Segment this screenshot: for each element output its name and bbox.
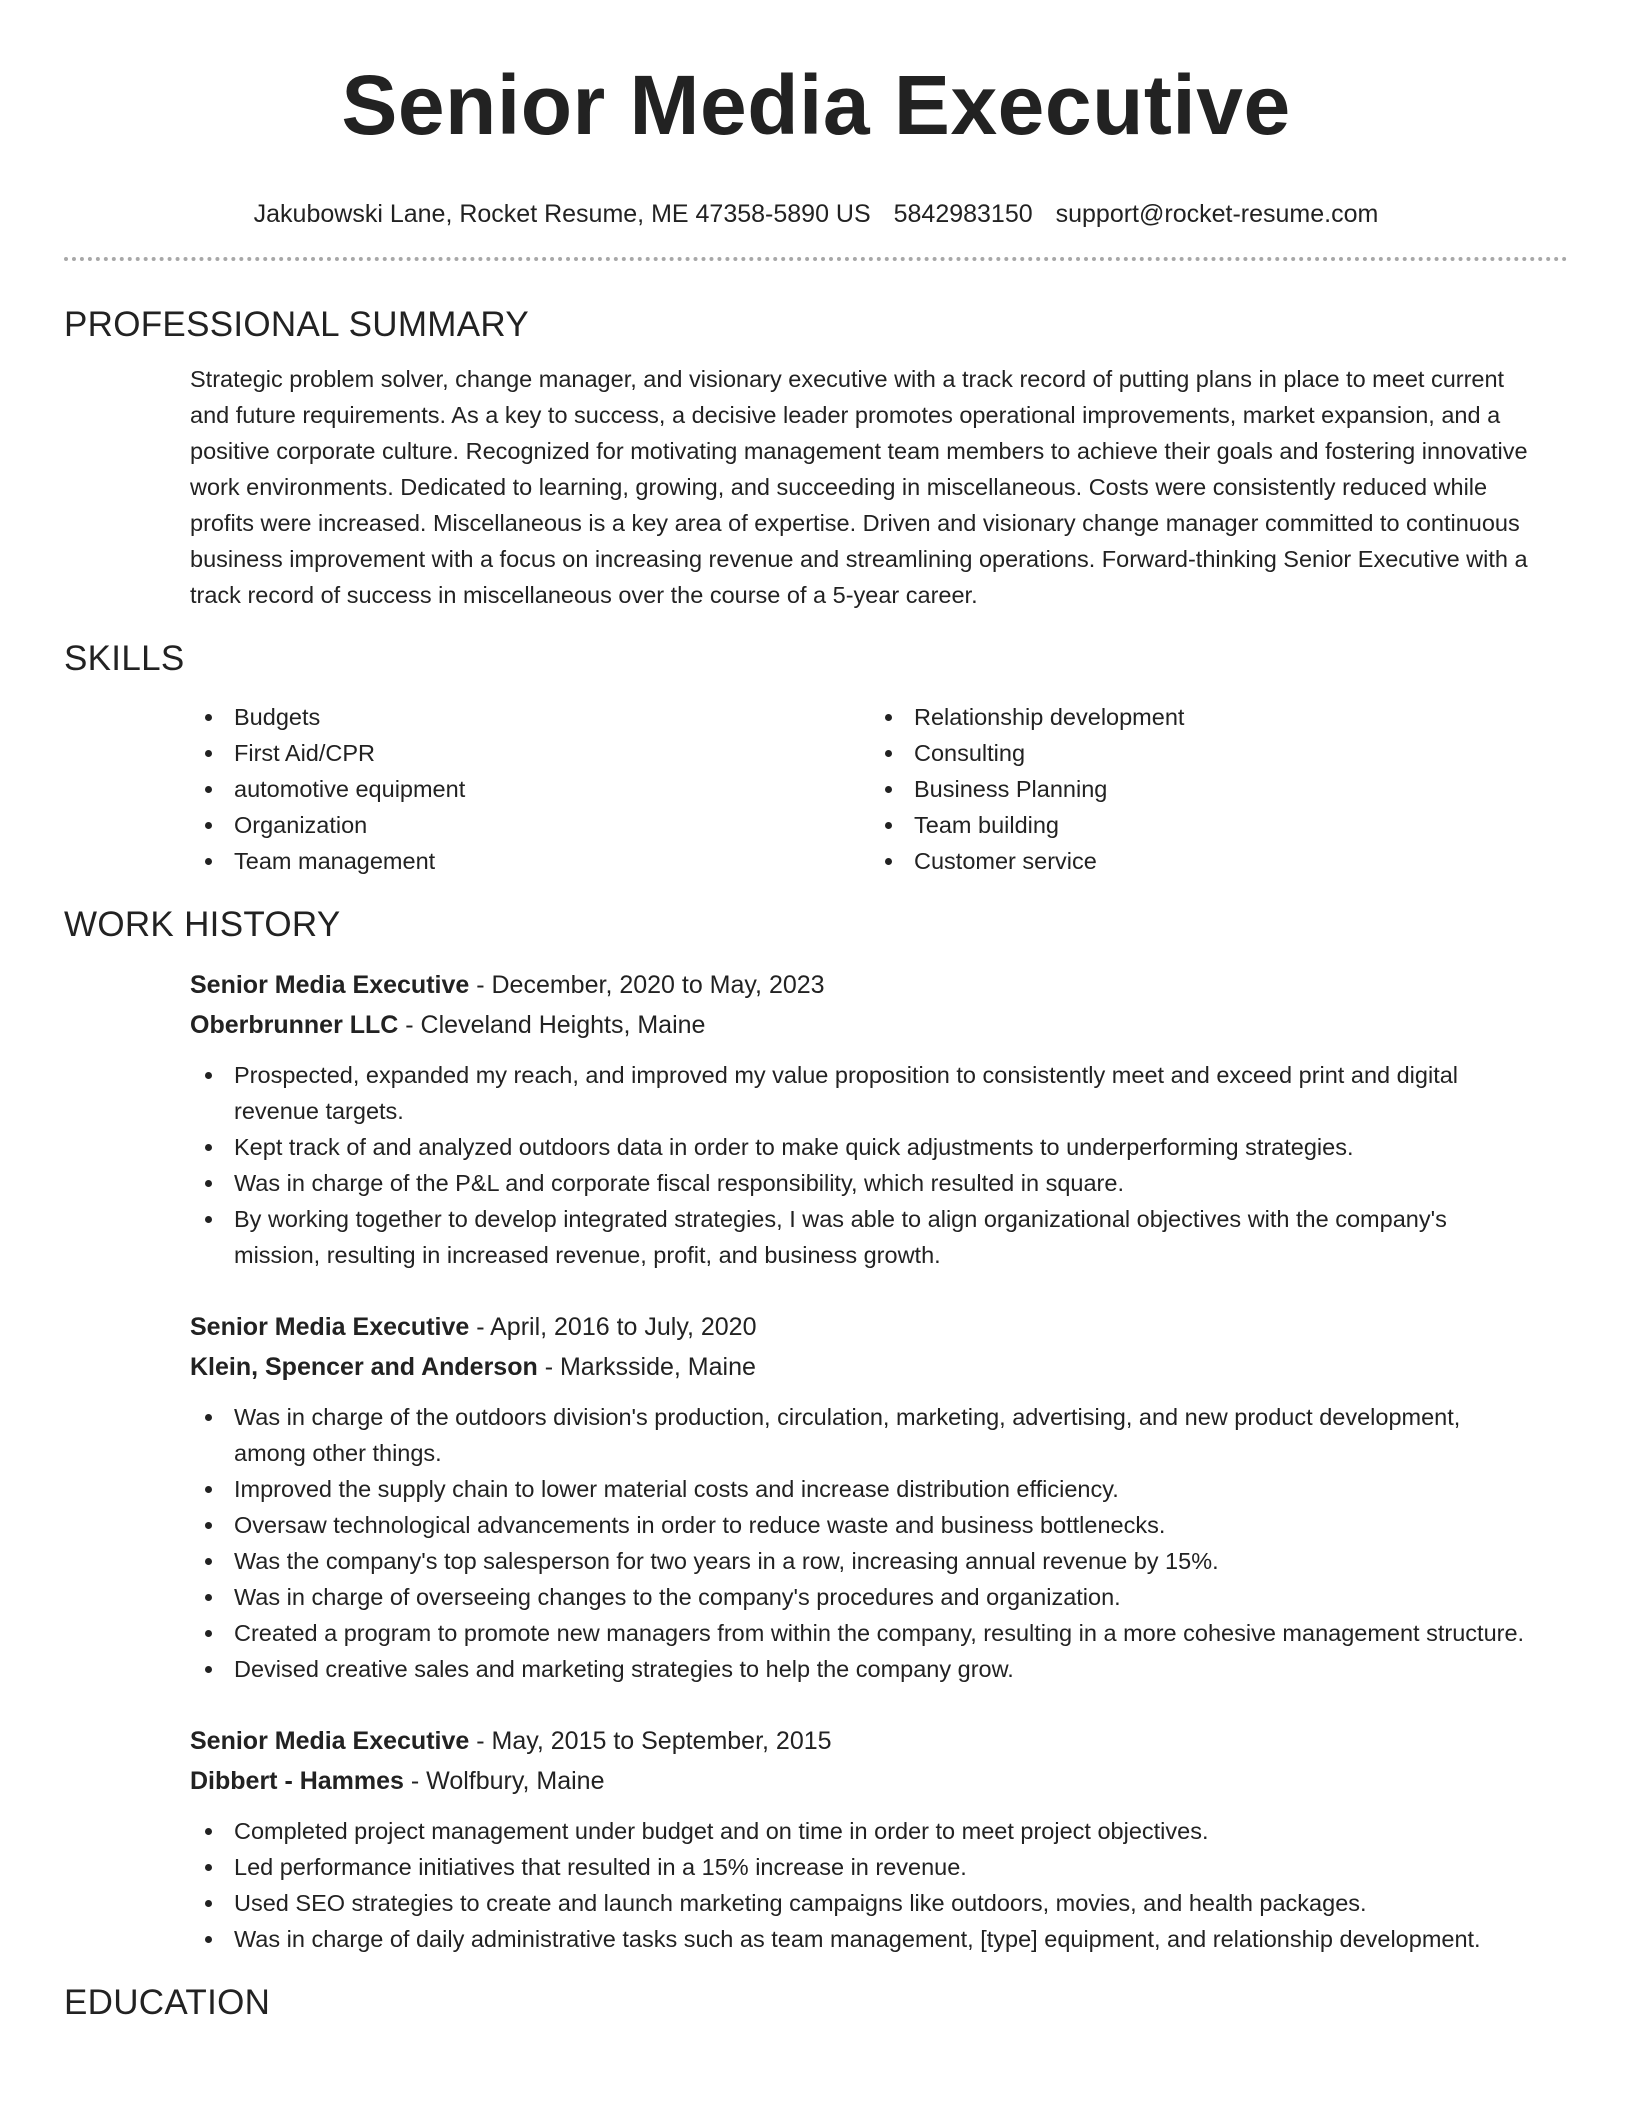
skills-list: [190, 699, 1568, 879]
job-dates: - April, 2016 to July, 2020: [469, 1313, 757, 1341]
job-entry: [190, 965, 1568, 1273]
job-dates: - December, 2020 to May, 2023: [469, 971, 825, 999]
contact-email: support@rocket-resume.com: [1055, 200, 1379, 228]
skill-item: Consulting: [870, 735, 1550, 771]
skill-item: Customer service: [870, 843, 1550, 879]
job-title: Senior Media Executive: [190, 971, 470, 999]
skill-item: Team building: [870, 807, 1550, 843]
job-bullet: By working together to develop integrated strategies, I was able to align organizational objectives with the company's mission, resulting in increased revenue, profit, and business growth.: [190, 1201, 1538, 1273]
job-title-line: [190, 1721, 1568, 1761]
skill-item: Budgets: [190, 699, 870, 735]
job-company: Klein, Spencer and Anderson: [190, 1353, 538, 1381]
summary-text: Strategic problem solver, change manager, and visionary executive with a track record of putting plans in place to meet current and future requirements. As a key to success, a decisive leader promotes operational improvements, market expansion, and a positive corporate culture. Recognized for motivating management team members to achieve their goals and fostering innovative work environments. Dedicated to learning, growing, and succeeding in miscellaneous. Costs were consistently reduced while profits were increased. Miscellaneous is a key area of expertise. Driven and visionary change manager committed to continuous business improvement with a focus on increasing revenue and streamlining operations. Forward-thinking Senior Executive with a track record of success in miscellaneous over the course of a 5-year career.: [190, 366, 1528, 608]
job-location: - Marksside, Maine: [537, 1353, 756, 1381]
job-bullet: Was in charge of the outdoors division's production, circulation, marketing, advertising, and new product development, among other things.: [190, 1399, 1538, 1471]
job-company: Oberbrunner LLC: [190, 1011, 399, 1039]
job-title: Senior Media Executive: [190, 1727, 470, 1755]
job-entry: [190, 1721, 1568, 1957]
job-bullet: Used SEO strategies to create and launch marketing campaigns like outdoors, movies, and health packages.: [190, 1885, 1538, 1921]
job-company: Dibbert - Hammes: [190, 1767, 404, 1795]
summary-heading: PROFESSIONAL SUMMARY: [64, 305, 529, 344]
job-bullets: [190, 1813, 1568, 1957]
job-title-line: [190, 1307, 1568, 1347]
job-bullet: Oversaw technological advancements in order to reduce waste and business bottlenecks.: [190, 1507, 1538, 1543]
job-bullet: Prospected, expanded my reach, and improved my value proposition to consistently meet and exceed print and digital revenue targets.: [190, 1057, 1538, 1129]
job-company-line: [190, 1005, 1568, 1045]
job-bullet: Was the company's top salesperson for two years in a row, increasing annual revenue by 15%.: [190, 1543, 1538, 1579]
skills-column-right: [870, 699, 1550, 879]
skill-item: Relationship development: [870, 699, 1550, 735]
job-bullet: Improved the supply chain to lower material costs and increase distribution efficiency.: [190, 1471, 1538, 1507]
skill-item: Team management: [190, 843, 870, 879]
job-bullet: Was in charge of overseeing changes to the company's procedures and organization.: [190, 1579, 1538, 1615]
skill-item: Organization: [190, 807, 870, 843]
job-company-line: [190, 1347, 1568, 1387]
job-company-line: [190, 1761, 1568, 1801]
job-bullets: [190, 1399, 1568, 1687]
job-bullets: [190, 1057, 1568, 1273]
header-divider: [64, 257, 1568, 261]
skills-column-left: [190, 699, 870, 879]
resume-name: Senior Media Executive: [341, 58, 1291, 152]
job-title: Senior Media Executive: [190, 1313, 470, 1341]
job-entry: [190, 1307, 1568, 1687]
job-bullet: Was in charge of daily administrative tasks such as team management, [type] equipment, and relationship development.: [190, 1921, 1538, 1957]
skill-item: First Aid/CPR: [190, 735, 870, 771]
job-bullet: Completed project management under budget and on time in order to meet project objectives.: [190, 1813, 1538, 1849]
job-location: - Wolfbury, Maine: [403, 1767, 605, 1795]
skill-item: Business Planning: [870, 771, 1550, 807]
job-location: - Cleveland Heights, Maine: [398, 1011, 706, 1039]
skills-heading: SKILLS: [64, 639, 185, 678]
contact-phone: 5842983150: [893, 200, 1033, 228]
education-heading: EDUCATION: [64, 1983, 271, 2022]
job-bullet: Led performance initiatives that resulted in a 15% increase in revenue.: [190, 1849, 1538, 1885]
work-history-heading: WORK HISTORY: [64, 905, 341, 944]
job-bullet: Devised creative sales and marketing strategies to help the company grow.: [190, 1651, 1538, 1687]
job-bullet: Kept track of and analyzed outdoors data in order to make quick adjustments to underperforming strategies.: [190, 1129, 1538, 1165]
job-title-line: [190, 965, 1568, 1005]
contact-line: [64, 197, 1568, 231]
job-bullet: Created a program to promote new managers from within the company, resulting in a more cohesive management structure.: [190, 1615, 1538, 1651]
contact-address: Jakubowski Lane, Rocket Resume, ME 47358-5890 US: [253, 200, 871, 228]
skill-item: automotive equipment: [190, 771, 870, 807]
job-dates: - May, 2015 to September, 2015: [469, 1727, 832, 1755]
job-bullet: Was in charge of the P&L and corporate fiscal responsibility, which resulted in square.: [190, 1165, 1538, 1201]
